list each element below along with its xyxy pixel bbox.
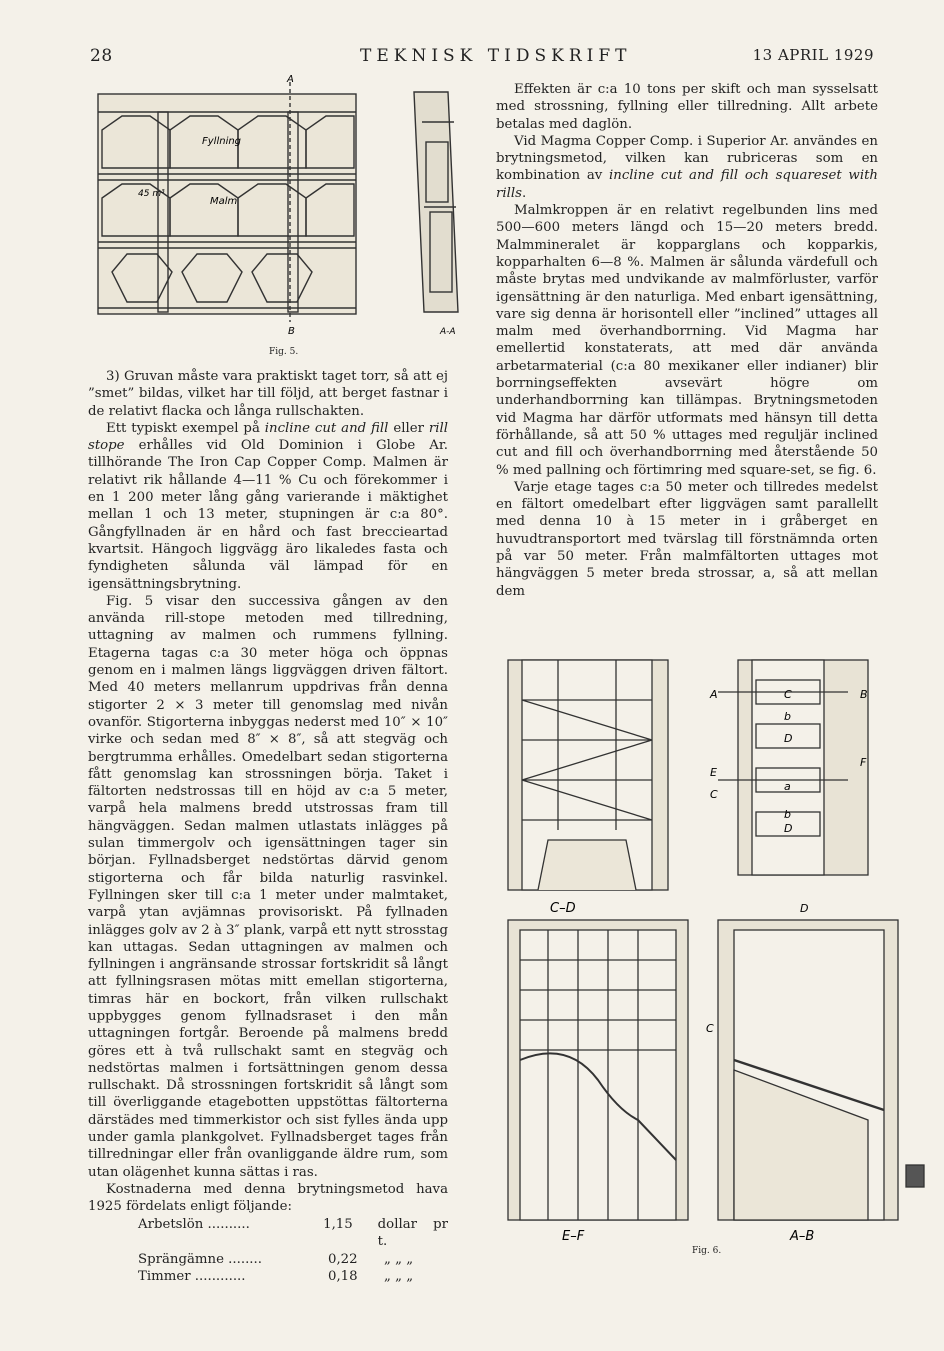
cost-value: 0,18 (328, 1269, 358, 1285)
cost-row (88, 1216, 448, 1251)
fig6-mark-d2: D (784, 822, 793, 835)
cost-label: Sprängämne ........ (138, 1251, 262, 1267)
term-incline-cut-and-fill: incline cut and fill (264, 420, 389, 436)
text-run: Ett typiskt exempel på (106, 420, 265, 436)
figure-6-caption: Fig. 6. (692, 1246, 722, 1256)
paragraph (88, 420, 448, 593)
paragraph: 3) Gruvan måste vara praktiskt taget torr, så att ej ”smet” bildas, vilket har till följd, att berget fastnar i de relativt flacka och långa rullschakten. (88, 369, 448, 419)
text-run: Vid Magma Copper Comp. i Superior Ar. användes en brytningsmetod, vilken kan rubriceras som en kombination av (496, 133, 878, 184)
fig6-mark-a: a (784, 780, 791, 793)
text-run: . (521, 185, 527, 201)
figure-6 (488, 640, 936, 1260)
paragraph: Fig. 5 visar den successiva gången av den använda rill-stope metoden med tillredning, uttagning av malmen och rummens fyllning. Etagerna tagas c:a 30 meter höga och öppnas genom en i malmen längs liggväggen driven fältort. Med 40 meters mellanrum uppdrivas från denna stigorter 2 × 3 meter till genomslag med nivån ovanför. Stigorterna inbyggas nederst med 10″ × 10″ virke och sedan med 8″ × 8″, så att stegväg och bergtrumma erhålles. Omedelbart sedan stigorterna fått genomslag kan strossningen börja. Taket i fältorten nedstrossas till en höjd av c:a 5 meter, varpå hela malmens bredd utstrossas fram till hängväggen. Sedan malmen utlastats inlägges på sulan timmergolv och igensättningen tager sin början. Fyllnadsberget nedstörtas därvid genom stigorterna och får bilda naturlig rasvinkel. Fyllningen sker till c:a 1 meter under malmtaket, varpå ytan avjämnas provisoriskt. På fyllnaden inlägges golv av 2 à 3″ plank, varpå ett nytt strosstag kan uttagas. Sedan uttagningen av malmen och fyllningen i angränsande strossar fortskridit så långt att fyllningsrasen mötas mitt emellan stigorterna, timras här en bockort, från vilken rullschakt uppbygges genom fyllnadsraset i den mån uttagningen fortgår. Beroende på malmens bredd göres ett à två rullschakt samt en stegväg och nedstörtas malmen i fortsättningen genom dessa rullschakt. Då strossningen fortskridit så långt som till överliggande etagebotten uppstöttas fältorterna därstädes med timmerkistor och sist fylles ända upp under gamla plankgolvet. Fyllnadsberget tages från tillredningar eller från ovanliggande äldre rum, som utan olägenhet kunna sättas i ras. (88, 593, 448, 1180)
paragraph: Malmkroppen är en relativt regelbunden lins med 500—600 meters längd och 15—20 meters bredd. Malmmineralet är kopparglans och kopparkis, kopparhalten 6—8 %. Malmen är sålunda värdefull och måste brytas med undvikande av malmförluster, varför igensättning är den naturliga. Med enbart igensättning, vare sig denna är horisontell eller ”inclined” uttages all malm med överhandborrning. Vid Magma har emellertid konstaterats, att med där använda arbetarmaterial (c:a 80 mexikaner eller indianer) blir borrningseffekten avsevärt högre om underhandborrning kan tillämpas. Brytningsmetoden vid Magma har därför utformats med hänsyn till detta förhållande, så att 50 % uttages med reguljär inclined cut and fill och överhandborrning med återstående 50 % med pallning och förtimring med square-set, se fig. 6. (496, 203, 878, 478)
cost-value: 1,15 (323, 1216, 353, 1232)
journal-title: TEKNISK TIDSKRIFT (360, 46, 632, 66)
text-run: eller (388, 420, 429, 436)
fig5-label-top: A (287, 74, 294, 85)
fig6-mark-b1: b (784, 710, 791, 723)
fig5-label-fill: Fyllning (202, 136, 242, 147)
figure-5-caption: Fig. 5. (269, 347, 299, 357)
cost-value: 0,22 (328, 1251, 358, 1267)
fig6-label-ab: A–B (790, 1229, 815, 1244)
cost-unit: dollar pr t. (377, 1216, 449, 1250)
cost-unit: „ „ „ (384, 1251, 414, 1267)
fig5-label-section: A-A (440, 327, 456, 337)
paragraph (496, 133, 878, 202)
paragraph: Effekten är c:a 10 tons per skift och man sysselsatt med strossning, fyllning eller tillredning. Allt arbete betalas med daglön. (496, 82, 878, 132)
cost-unit: „ „ „ (384, 1269, 414, 1285)
page-number: 28 (90, 46, 113, 66)
term-combination: incline cut and fill och squareset with rills (496, 168, 878, 201)
cost-row (88, 1251, 448, 1269)
cost-row (88, 1268, 448, 1286)
fig6-label-c: C (710, 788, 718, 801)
fig6-label-f: F (860, 756, 867, 769)
fig6-label-e: E (710, 766, 717, 779)
fig6-mark-b2: b (784, 808, 791, 821)
fig6-label-ef: E–F (562, 1229, 585, 1244)
fig6-mark-c: C (784, 688, 792, 701)
paragraph: Varje etage tages c:a 50 meter och tillredes medelst en fältort omedelbart efter liggvägen samt parallellt med denna 10 à 15 meter in i gråberget en huvudtransportort med tvärslag till förstnämnda orten på var 50 meter. Från malmfältorten uttages mot hängväggen 5 meter breda strossar, a, så att mellan dem (496, 479, 878, 599)
cost-label: Arbetslön .......... (138, 1216, 250, 1232)
fig6-label-a: A (710, 688, 718, 701)
figure-5 (92, 72, 472, 342)
fig6-label-cd: C–D (550, 901, 576, 916)
issue-date: 13 APRIL 1929 (752, 46, 874, 64)
fig5-label-rate: 45 m³ (138, 189, 165, 199)
fig6-label-b: B (860, 688, 868, 701)
fig6-side-c: C (706, 1022, 714, 1035)
left-column (88, 368, 448, 1286)
fig5-label-bottom: B (288, 326, 295, 337)
cost-label: Timmer ............ (138, 1269, 246, 1285)
term-rill-stope: rill stope (88, 420, 448, 454)
fig6-label-d: D (800, 902, 809, 915)
fig5-label-ore: Malm (210, 196, 238, 207)
text-run: erhålles vid Old Dominion i Globe Ar. tillhörande The Iron Cap Copper Comp. Malmen är relativt rik hållande 4—11 % Cu och förekommer i en 1 200 meter lång gång varierande i mäktighet mellan 1 och 13 meter, stupningen är c:a 80°. Gångfyllnaden är en hård och fast breccieartad kvartsit. Hängoch liggvägg äro likaledes fasta och fyndigheten sålunda väl lämpad för en igensättningsbrytning. (88, 438, 448, 592)
paragraph: Kostnaderna med denna brytningsmetod hava 1925 fördelats enligt följande: (88, 1181, 448, 1215)
right-column (496, 81, 878, 600)
fig6-mark-d: D (784, 732, 793, 745)
